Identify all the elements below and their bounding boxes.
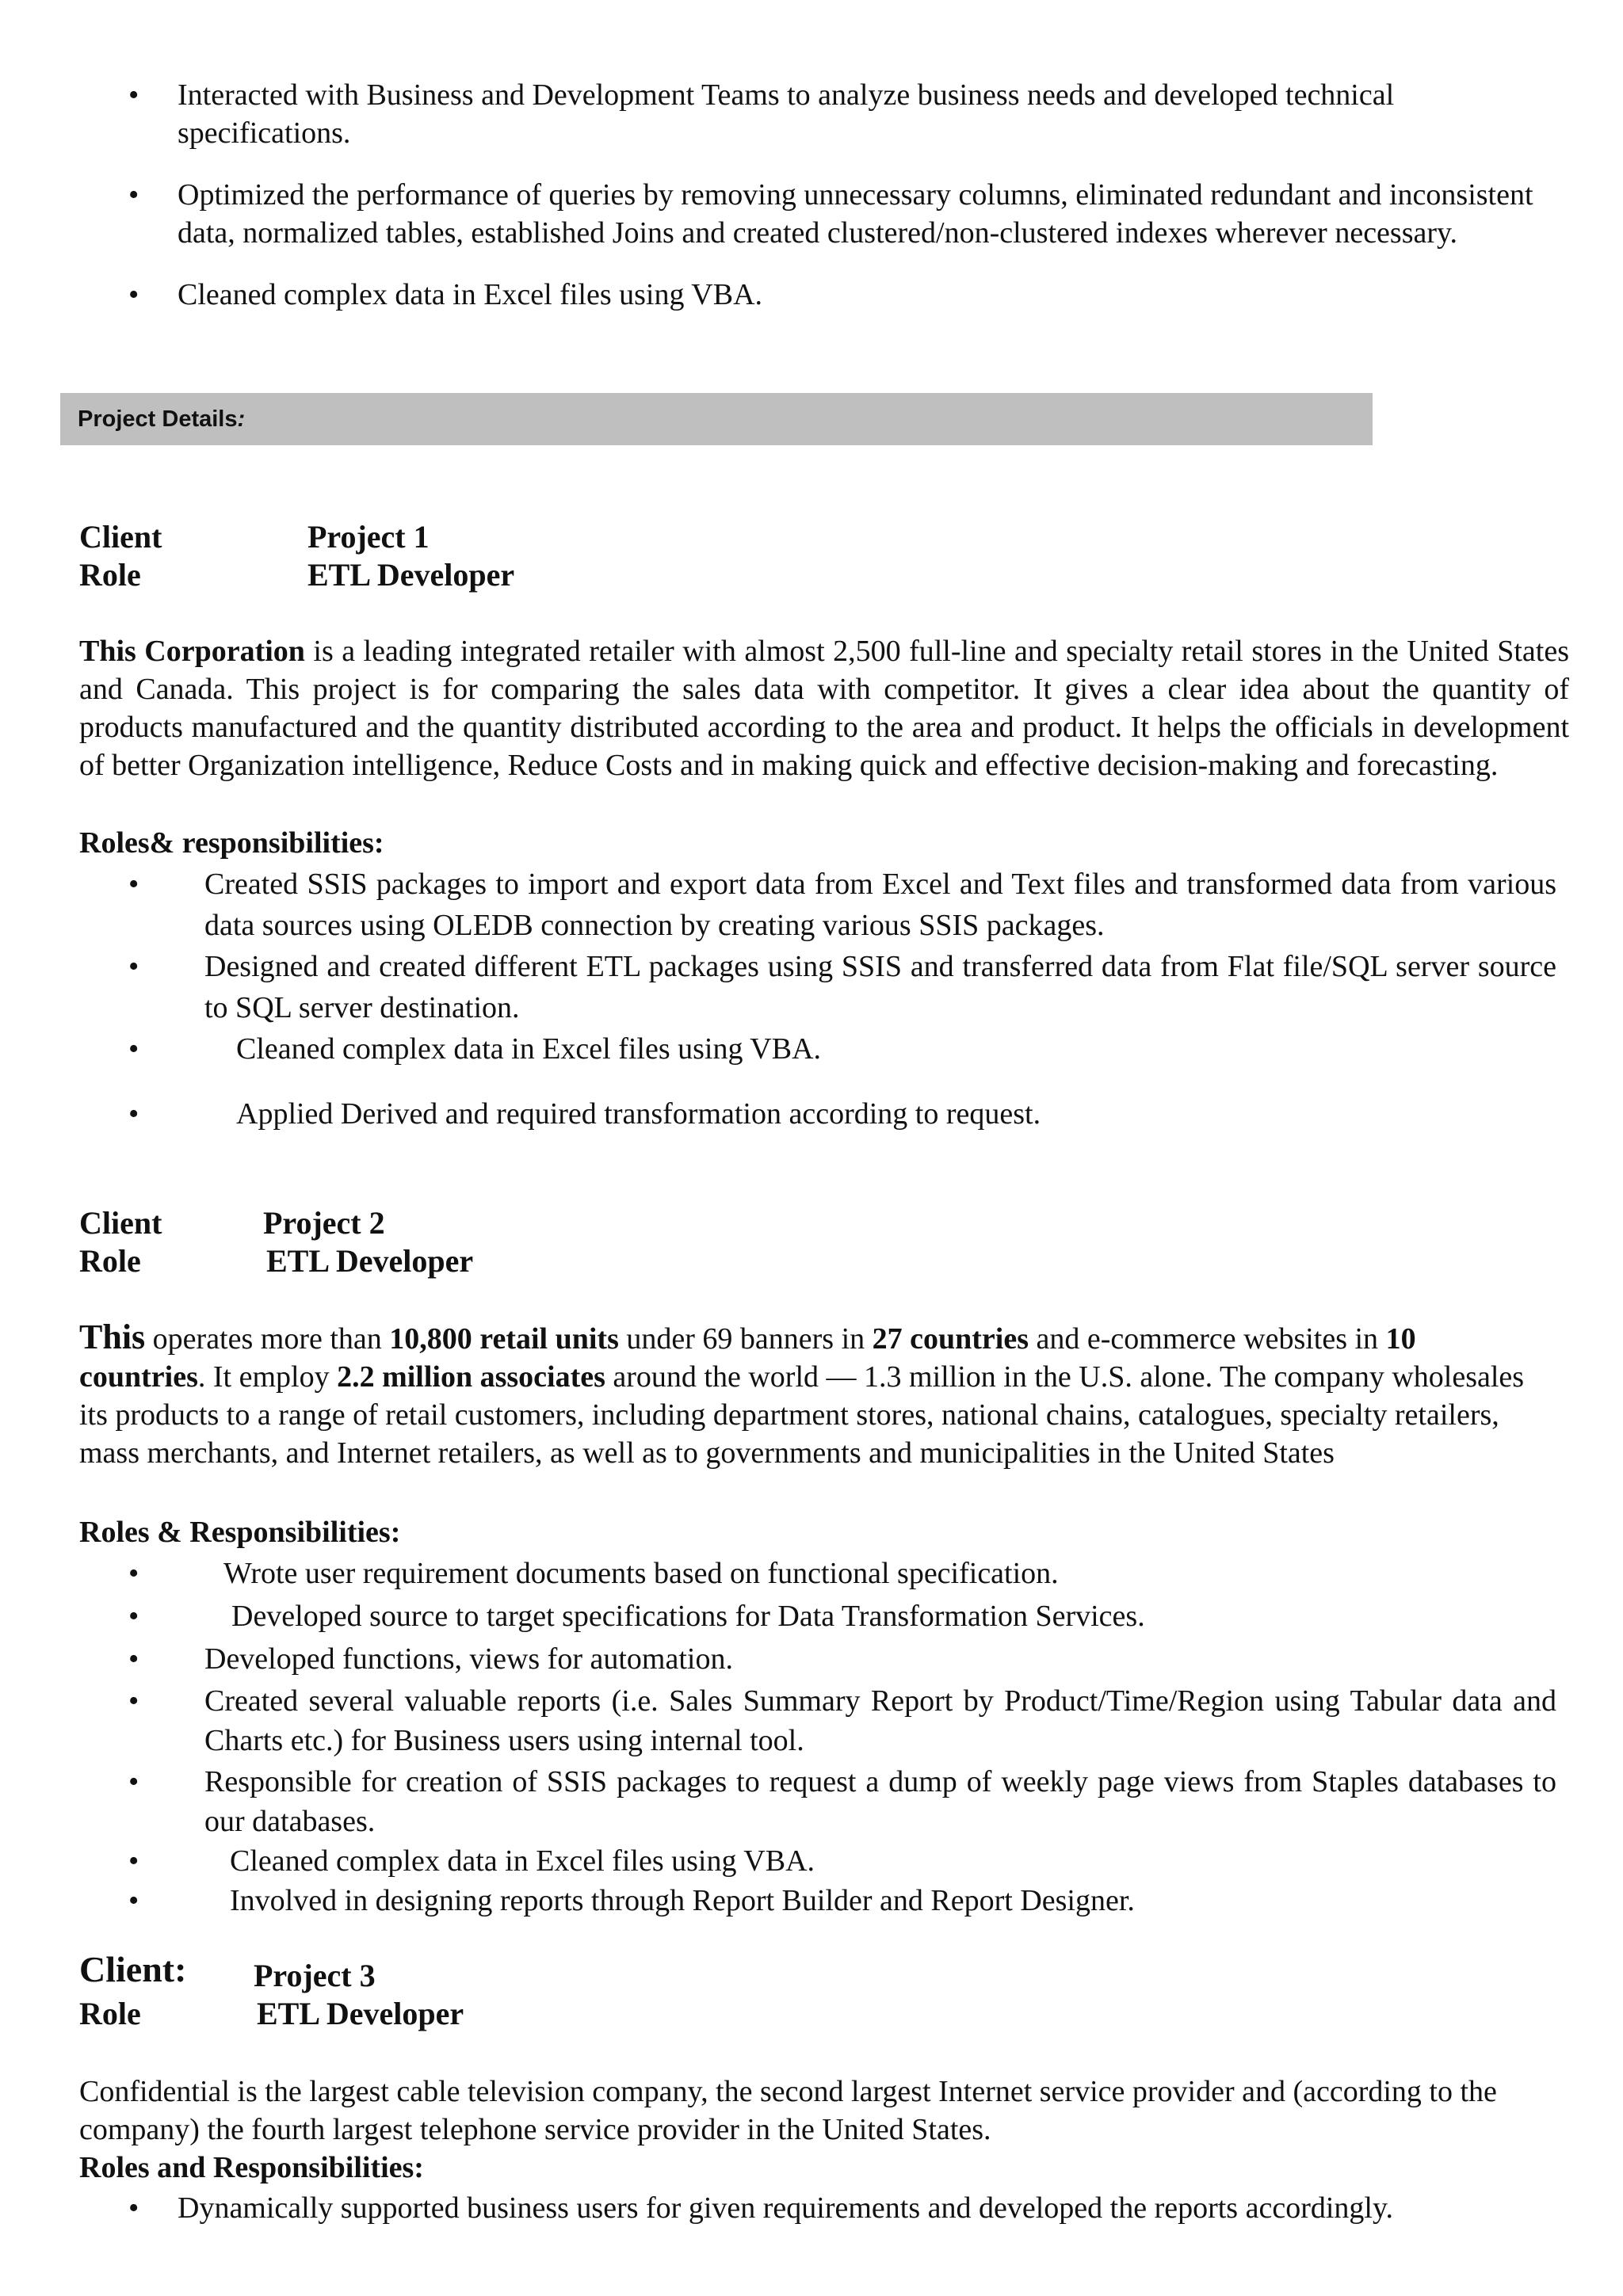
bullet-text: Cleaned complex data in Excel files using VBA.: [178, 278, 763, 311]
description-text: . It employ: [197, 1360, 338, 1394]
description-text: around the world — 1.3 million in the U.S. alone. The company wholesales its products to a range of retail customers, including department stores, national chains, catalogues, specialty retailers, mass merchants, and Internet retailers, as well as to governments and municipalities in the United States: [79, 1360, 1525, 1470]
list-item: [0, 76, 1623, 152]
client-label: Client: [79, 519, 162, 555]
description-text: is a leading integrated retailer with almost 2,500 full-line and specialty retail stores in the United States and Canada. This project is for comparing the sales data with competitor. It gives a clear idea about the quantity of products manufactured and the quantity distributed according to the area and product. It helps the officials in development of better Organization intelligence, Reduce Costs and in making quick and effective decision-making and forecasting.: [79, 635, 1570, 782]
list-item: [0, 2188, 1623, 2228]
list-item: [0, 176, 1623, 252]
role-label: Role: [79, 557, 141, 593]
project3-client-role: [79, 1949, 713, 2033]
description-text: and e-commerce websites in: [1029, 1322, 1386, 1356]
list-item: [0, 276, 1623, 314]
bullet-text: • Created SSIS packages to import and export data from Excel and Text files and transformed data from various data sources using OLEDB connection by creating various SSIS packages.: [204, 868, 1556, 942]
highlight-retail-units: 10,800 retail units: [389, 1322, 619, 1356]
bullet-text: • Designed and created different ETL packages using SSIS and transferred data from Flat file/SQL server source to SQL server destination.: [204, 950, 1556, 1024]
project-details-header: [60, 393, 1373, 445]
project2-client-role: [79, 1204, 713, 1280]
project3-responsibilities-list: [0, 2188, 1623, 2228]
project2-responsibilities-list: [0, 1553, 1623, 1920]
list-item: [0, 1093, 1623, 1135]
project1-description: [79, 632, 1569, 784]
list-item: [0, 1881, 1623, 1920]
project1-responsibilities-list: [0, 864, 1623, 1135]
role-value: ETL Developer: [257, 1996, 464, 2031]
project3-responsibilities-heading: Roles and Responsibilities:: [79, 2151, 424, 2184]
bullet-text: Interacted with Business and Development Teams to analyze business needs and developed technical specifications.: [178, 78, 1395, 150]
bullet-text: • Developed functions, views for automation.: [204, 1642, 733, 1676]
role-value: ETL Developer: [307, 557, 515, 593]
role-value: ETL Developer: [266, 1243, 474, 1279]
project1-client-role: [79, 518, 713, 594]
bullet-text: • Cleaned complex data in Excel files using VBA.: [230, 1844, 815, 1878]
role-label: Role: [79, 1996, 141, 2031]
role-label: Role: [79, 1243, 141, 1279]
list-item: [0, 1028, 1623, 1070]
bullet-text: • Cleaned complex data in Excel files using VBA.: [236, 1032, 822, 1066]
project3-description: Confidential is the largest cable television company, the second largest Internet service provider and (according to the company) the fourth largest telephone service provider in the United States.: [79, 2075, 1497, 2146]
project2-responsibilities-heading: Roles & Responsibilities:: [79, 1516, 401, 1549]
highlight-associates: 2.2 million associates: [337, 1360, 605, 1394]
client-label: Client:: [79, 1949, 187, 1989]
bullet-text: Optimized the performance of queries by removing unnecessary columns, eliminated redundant and inconsistent data, normalized tables, established Joins and created clustered/non-clustered indexes wherever necessary.: [178, 178, 1533, 250]
section-title: Project Details: [78, 406, 238, 432]
list-item: [0, 1841, 1623, 1881]
list-item: [0, 1596, 1623, 1637]
highlight-countries: 27 countries: [872, 1322, 1029, 1356]
project1-responsibilities-heading: Roles& responsibilities:: [79, 826, 384, 860]
company-name: This: [79, 1318, 146, 1356]
bullet-text: • Created several valuable reports (i.e. Sales Summary Report by Product/Time/Region using Tabular data and Charts etc.) for Business users using internal tool.: [204, 1684, 1556, 1757]
bullet-text: • Dynamically supported business users for given requirements and developed the reports accordingly.: [178, 2191, 1393, 2225]
bullet-text: • Applied Derived and required transformation according to request.: [236, 1097, 1041, 1131]
client-value: Project 2: [263, 1205, 385, 1241]
client-value: Project 3: [254, 1958, 376, 1993]
list-item: [0, 1638, 1623, 1680]
list-item: [0, 1762, 1623, 1841]
description-text: operates more than: [145, 1322, 390, 1356]
list-item: [0, 1553, 1623, 1594]
list-item: [0, 946, 1623, 1028]
experience-bullet-list: [0, 76, 1623, 338]
bullet-text: • Involved in designing reports through Report Builder and Report Designer.: [230, 1884, 1135, 1917]
project2-description: [79, 1318, 1529, 1472]
client-value: Project 1: [307, 519, 430, 555]
section-title-colon: :: [237, 406, 246, 432]
highlight-ecommerce-countries: 10 countries: [79, 1322, 1416, 1394]
bullet-text: • Responsible for creation of SSIS packages to request a dump of weekly page views from Staples databases to our databases.: [204, 1765, 1556, 1838]
client-label: Client: [79, 1205, 162, 1241]
description-text: under 69 banners in: [618, 1322, 873, 1356]
bullet-text: • Wrote user requirement documents based on functional specification.: [223, 1557, 1059, 1590]
company-name: This Corporation: [79, 635, 305, 668]
bullet-text: • Developed source to target specifications for Data Transformation Services.: [231, 1600, 1145, 1633]
list-item: [0, 864, 1623, 946]
list-item: [0, 1681, 1623, 1760]
